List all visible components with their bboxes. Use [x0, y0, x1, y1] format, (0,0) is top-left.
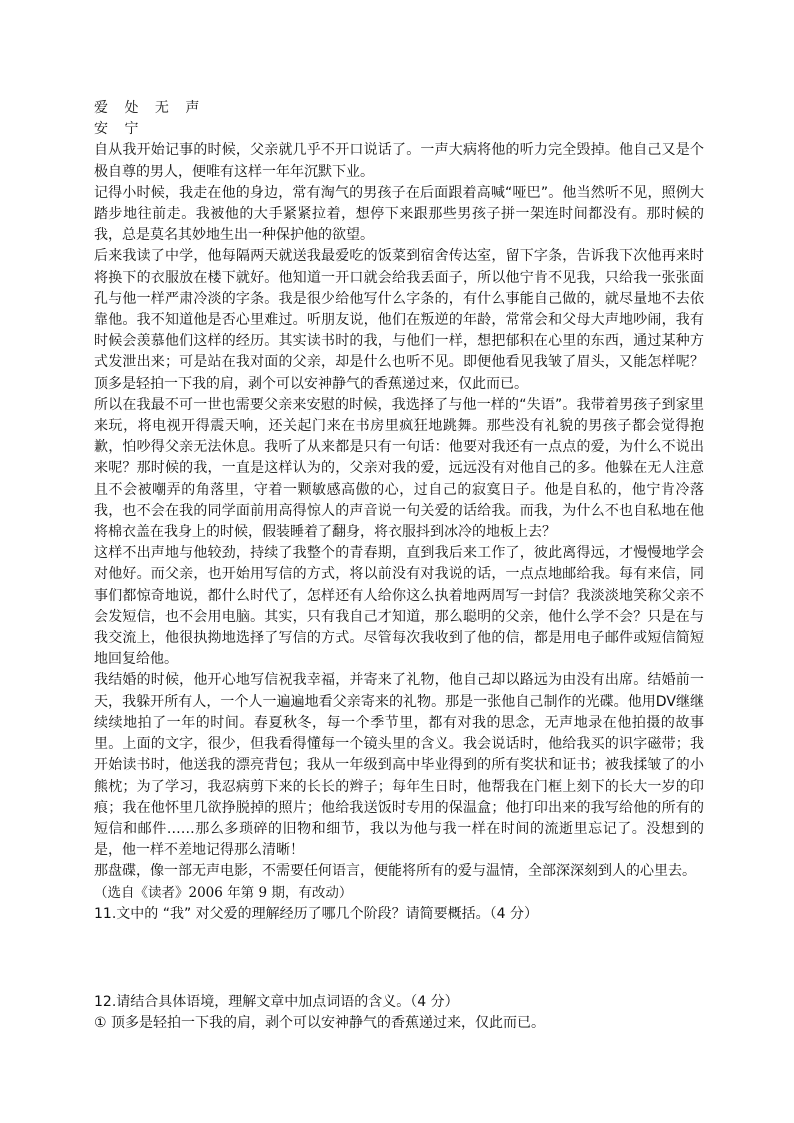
article-title: 爱 处 无 声 [94, 100, 206, 116]
paragraph-6: 我结婚的时候，他开心地写信祝我幸福，并寄来了礼物，他自己却以路远为由没有出席。结婚前一天，我躲开所有人，一个人一遍遍地看父亲寄来的礼物。那是一张他自己制作的光碟。他用DV继继续续地拍了一年的时间。春夏秋冬，每一个季节里，都有对我的思念，无声地录在他拍摄的故事里。上面的文字，很少，但我看得懂每一个镜头里的含义。我会说话时，他给我买的识字磁带；我开始读书时，他送我的漂亮背包；我从一年级到高中毕业得到的所有奖状和证书；被我揉皱了的小熊枕；为了学习，我忍病剪下来的长长的辫子；每年生日时，他帮我在门框上刻下的长大一岁的印痕；我在他怀里几欲挣脱掉的照片；他给我送饭时专用的保温盒；他打印出来的我写给他的所有的短信和邮件……那么多琐碎的旧物和细节，我以为他与我一样在时间的流逝里忘记了。没想到的是，他一样不差地记得那么清晰！ [94, 672, 704, 859]
paragraph-3: 后来我读了中学，他每隔两天就送我最爱吃的饭菜到宿舍传达室，留下字条，告诉我下次他再来时将换下的衣服放在楼下就好。他知道一开口就会给我丢面子，所以他宁肯不见我，只给我一张张面孔与他一样严肃冷淡的字条。我是很少给他写什么字条的，有什么事能自己做的，就尽量地不去依靠他。我不知道他是否心里难过。听朋友说，他们在叛逆的年龄，常常会和父母大声地吵闹，我有时候会羡慕他们这样的经历。其实读书时的我，与他们一样，想把郁积在心里的东西，通过某种方式发泄出来；可是站在我对面的父亲，却是什么也听不见。即便他看见我皱了眉头，又能怎样呢？顶多是轻拍一下我的肩，剥个可以安神静气的香蕉递过来，仅此而已。 [94, 248, 704, 392]
paragraph-2: 记得小时候，我走在他的身边，常有淘气的男孩子在后面跟着高喊“哑巴”。他当然听不见，照例大踏步地往前走。我被他的大手紧紧拉着，想停下来跟那些男孩子拼一架连时间都没有。那时候的我，总是莫名其妙地生出一种保护他的欲望。 [94, 184, 704, 244]
answer-space [94, 925, 704, 992]
paragraph-5: 这样不出声地与他较劲，持续了我整个的青春期，直到我后来工作了，彼此离得远，才慢慢地学会对他好。而父亲，也开始用写信的方式，将以前没有对我说的话，一点点地邮给我。每有来信，同事们都惊奇地说，都什么时代了，怎样还有人给你这么执着地两周写一封信？我淡淡地笑称父亲不会发短信，也不会用电脑。其实，只有我自己才知道，那么聪明的父亲，他什么学不会？只是在与我交流上，他很执拗地选择了写信的方式。尽管每次我收到了他的信，都是用电子邮件或短信简短地回复给他。 [94, 545, 704, 668]
question-11: 11.文中的 “我” 对父爱的理解经历了哪几个阶段？请简要概括。（4 分） [94, 905, 539, 922]
article-source: （选自《读者》2006 年第 9 期，有改动） [94, 884, 353, 901]
paragraph-1: 自从我开始记事的时候，父亲就几乎不开口说话了。一声大病将他的听力完全毁掉。他自己又是个极自尊的男人，便唯有这样一年年沉默下业。 [94, 142, 704, 180]
question-12-item-1: ① 顶多是轻拍一下我的肩，剥个可以安神静气的香蕉递过来，仅此而已。 [94, 1015, 545, 1032]
question-12: 12.请结合具体语境，理解文章中加点词语的含义。（4 分） [94, 993, 459, 1010]
paragraph-4: 所以在我最不可一世也需要父亲来安慰的时候，我选择了与他一样的“失语”。我带着男孩子到家里来玩，将电视开得震天响，还关起门来在书房里疯狂地跳舞。那些没有礼貌的男孩子都会觉得抱歉，怕吵得父亲无法休息。我听了从来都是只有一句话：他要对我还有一点点的爱，为什么不说出来呢？那时候的我，一直是这样认为的，父亲对我的爱，远远没有对他自己的多。他躲在无人注意且不会被嘲弄的角落里，守着一颗敏感高傲的心，过自己的寂寞日子。他是自私的，他宁肯冷落我，也不会在我的同学面前用高得惊人的声音说一句关爱的话给我。而我，为什么不也自私地在他将棉衣盖在我身上的时候，假装睡着了翻身，将衣服抖到冰冷的地板上去？ [94, 396, 704, 541]
document-page [94, 98, 704, 1034]
article-author: 安 宁 [94, 121, 145, 138]
paragraph-7: 那盘碟，像一部无声电影，不需要任何语言，便能将所有的爱与温情，全部深深刻到人的心里去。 [94, 863, 696, 880]
